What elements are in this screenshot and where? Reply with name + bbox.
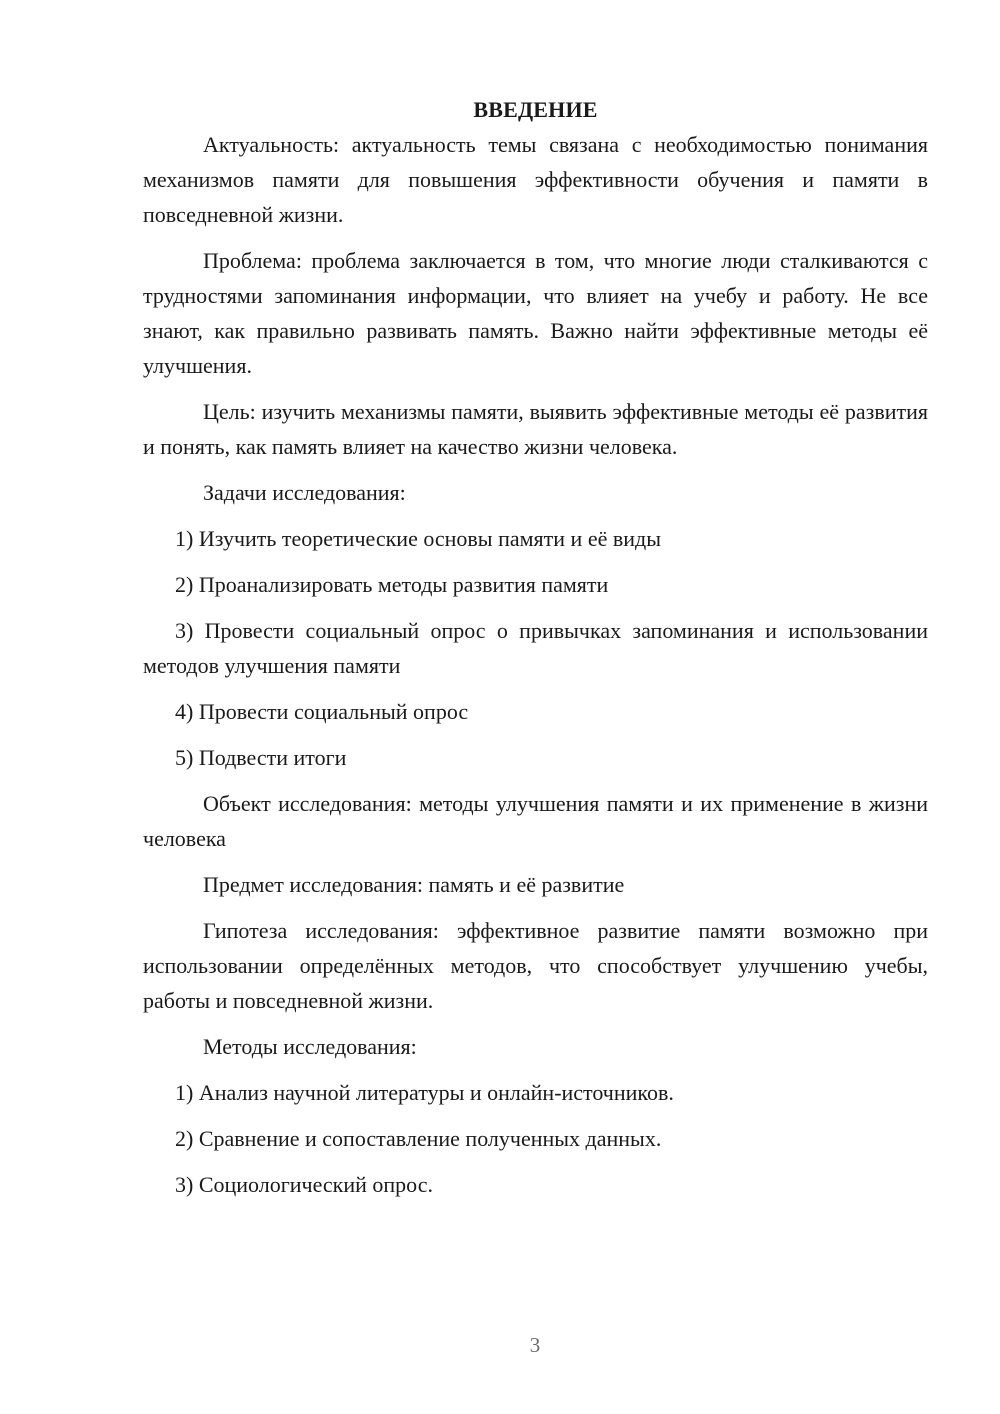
goal-paragraph: Цель: изучить механизмы памяти, выявить эффективные методы её развития и понять, как память влияет на качество жизни человека.: [143, 399, 928, 459]
subject-paragraph: Предмет исследования: память и её развитие: [203, 872, 625, 897]
task-item: 5) Подвести итоги: [175, 745, 347, 770]
problem-paragraph: Проблема: проблема заключается в том, что многие люди сталкиваются с трудностями запоминания информации, что влияет на учебу и работу. Не все знают, как правильно развивать память. Важно найти эффективные методы её улучшения.: [143, 248, 928, 378]
hypothesis-paragraph: Гипотеза исследования: эффективное развитие памяти возможно при использовании определённых методов, что способствует улучшению учебы, работы и повседневной жизни.: [143, 918, 928, 1013]
tasks-heading: Задачи исследования:: [203, 480, 406, 505]
task-item: 4) Провести социальный опрос: [175, 699, 469, 724]
object-paragraph: Объект исследования: методы улучшения памяти и их применение в жизни человека: [143, 791, 928, 851]
task-item: 3) Провести социальный опрос о привычках запоминания и использовании методов улучшения памяти: [143, 618, 928, 678]
task-item: 1) Изучить теоретические основы памяти и её виды: [175, 526, 661, 551]
task-item: 2) Проанализировать методы развития памяти: [175, 572, 609, 597]
document-page: [143, 93, 928, 1213]
method-item: 1) Анализ научной литературы и онлайн-источников.: [175, 1080, 674, 1105]
page-number: 3: [529, 1333, 541, 1357]
method-item: 2) Сравнение и сопоставление полученных данных.: [175, 1126, 662, 1151]
relevance-paragraph: Актуальность: актуальность темы связана с необходимостью понимания механизмов памяти для повышения эффективности обучения и памяти в повседневной жизни.: [143, 132, 928, 227]
methods-heading: Методы исследования:: [203, 1034, 417, 1059]
section-title: ВВЕДЕНИЕ: [473, 97, 598, 122]
method-item: 3) Социологический опрос.: [175, 1172, 433, 1197]
